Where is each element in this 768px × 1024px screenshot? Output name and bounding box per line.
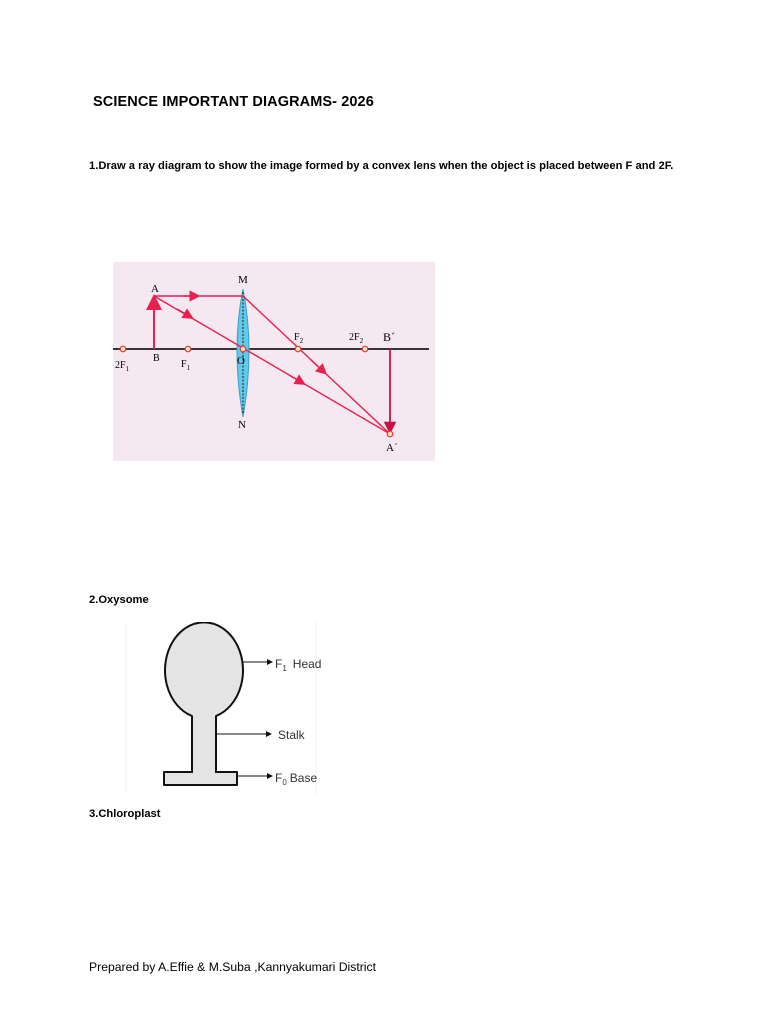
oxysome-svg: [118, 622, 333, 794]
oxysome-shape: [164, 622, 243, 785]
question-3-text: 3.Chloroplast: [89, 808, 161, 820]
convex-lens-ray-diagram: [113, 262, 435, 461]
oxysome-diagram: [118, 622, 333, 794]
stalk-base-join: [193, 770, 215, 774]
point-f1: [185, 346, 191, 352]
question-1-text: 1.Draw a ray diagram to show the image formed by a convex lens when the object is placed between F and 2F.: [89, 160, 674, 172]
point-o: [240, 346, 246, 352]
point-2f2: [362, 346, 368, 352]
question-2-text: 2.Oxysome: [89, 594, 149, 606]
label-o: O: [237, 355, 245, 367]
label-2f2: $2F_2$: [349, 332, 364, 345]
label-a-prime: A´: [386, 442, 398, 454]
label-f1: $F_1$: [181, 359, 191, 372]
page-title: SCIENCE IMPORTANT DIAGRAMS- 2026: [93, 94, 374, 110]
label-b: B: [153, 353, 160, 364]
point-f2: [295, 346, 301, 352]
label-2f1: $2F_1$: [115, 360, 130, 373]
ray-diagram-svg: [113, 262, 435, 461]
point-2f1: [120, 346, 126, 352]
page-footer: Prepared by A.Effie & M.Suba ,Kannyakumari District: [89, 960, 376, 974]
label-n: N: [238, 419, 246, 431]
point-a-prime: [387, 431, 393, 437]
label-base: $F_0$ Base: [275, 771, 318, 787]
label-b-prime: B´: [383, 330, 395, 344]
label-head: $F_1$ Head: [275, 657, 322, 673]
label-a: A: [151, 283, 159, 295]
label-stalk: Stalk: [278, 728, 305, 742]
label-f2: $F_2$: [294, 332, 304, 345]
label-m: M: [238, 274, 248, 286]
